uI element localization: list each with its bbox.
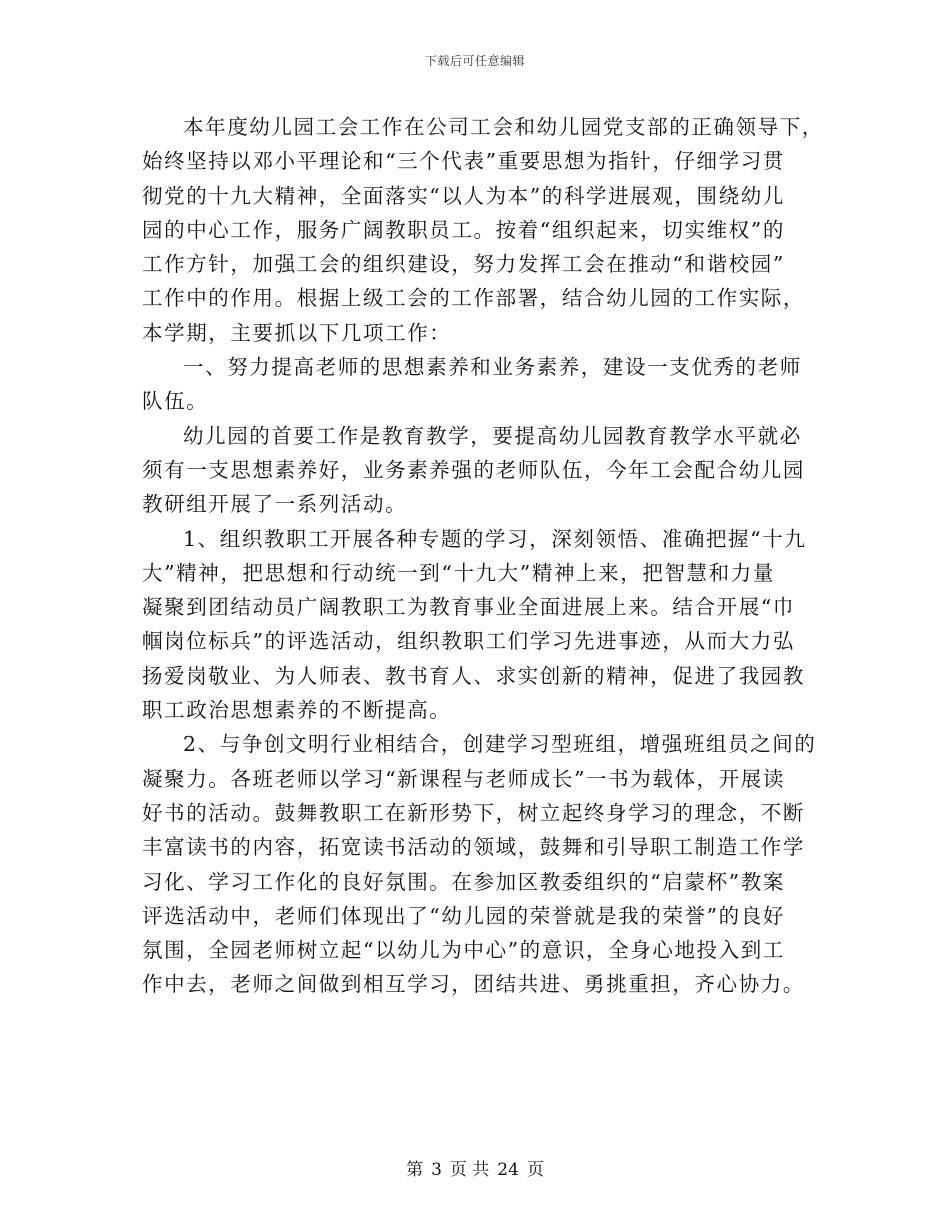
text-line: 凝聚力。各班老师以学习“新课程与老师成长”一书为载体，开展读 [142,766,785,791]
text-line: 帼岗位标兵”的评选活动，组织教职工们学习先进事迹，从而大力弘 [142,629,795,654]
text-line: 工作中的作用。根据上级工会的工作部署，结合幼儿园的工作实际， [142,286,805,311]
footer-suffix: 页 [526,1160,544,1180]
text-line: 评选活动中，老师们体现出了“幼儿园的荣誉就是我的荣誉”的良好 [142,903,785,928]
text-line: 本学期，主要抓以下几项工作： [142,320,452,345]
paragraph-intro [142,110,824,350]
paragraph-teaching [142,419,810,522]
text-line: 工作方针，加强工会的组织建设，努力发挥工会在推动“和谐校园” [142,252,785,277]
current-page-number: 3 [431,1160,442,1180]
text-line: 须有一支思想素养好，业务素养强的老师队伍，今年工会配合幼儿园 [142,457,805,482]
total-pages-number: 24 [497,1160,519,1180]
text-line: 好书的活动。鼓舞教职工在新形势下，树立起终身学习的理念，不断 [142,800,805,825]
text-line: 凝聚到团结动员广阔教职工为教育事业全面进展上来。结合开展“巾 [142,595,795,620]
text-line: 职工政治思想素养的不断提高。 [142,698,452,723]
paragraph-item-1 [142,522,810,728]
text-line: 始终坚持以邓小平理论和“三个代表”重要思想为指针，仔细学习贯 [142,149,785,174]
footer-prefix: 第 [406,1160,424,1180]
page-footer [0,1155,950,1180]
document-body [142,110,824,1002]
text-line: 作中去，老师之间做到相互学习，团结共进、勇挑重担，齐心协力。 [142,972,805,997]
text-line: 一、努力提高老师的思想素养和业务素养，建设一支优秀的老师 [183,355,802,380]
text-line: 队伍。 [142,389,209,414]
text-line: 氛围，全园老师树立起“以幼儿为中心”的意识，全身心地投入到工 [142,938,785,963]
text-line: 习化、学习工作化的良好氛围。在参加区教委组织的“启蒙杯”教案 [142,869,785,894]
text-line: 教研组开展了一系列活动。 [142,492,408,517]
text-line: 彻党的十九大精神，全面落实“以人为本”的科学进展观，围绕幼儿 [142,183,785,208]
paragraph-heading-1 [142,350,810,419]
paragraph-item-2 [142,727,817,1001]
text-line: 园的中心工作，服务广阔教职员工。按着“组织起来，切实维权”的 [142,217,785,242]
text-line: 扬爱岗敬业、为人师表、教书育人、求实创新的精神，促进了我园教 [142,663,805,688]
text-line: 大”精神，把思想和行动统一到“十九大”精神上来，把智慧和力量 [142,560,775,585]
text-line: 幼儿园的首要工作是教育教学，要提高幼儿园教育教学水平就必 [183,423,802,448]
text-line: 2、与争创文明行业相结合，创建学习型班组，增强班组员之间的 [183,732,817,757]
text-line: 本年度幼儿园工会工作在公司工会和幼儿园党支部的正确领导下， [183,115,824,139]
text-line: 丰富读书的内容，拓宽读书活动的领域，鼓舞和引导职工制造工作学 [142,835,805,860]
footer-middle: 页 共 [449,1160,490,1180]
header-note: 下载后可任意编辑 [424,54,525,68]
text-line: 1、组织教职工开展各种专题的学习，深刻领悟、准确把握“十九 [183,526,807,551]
